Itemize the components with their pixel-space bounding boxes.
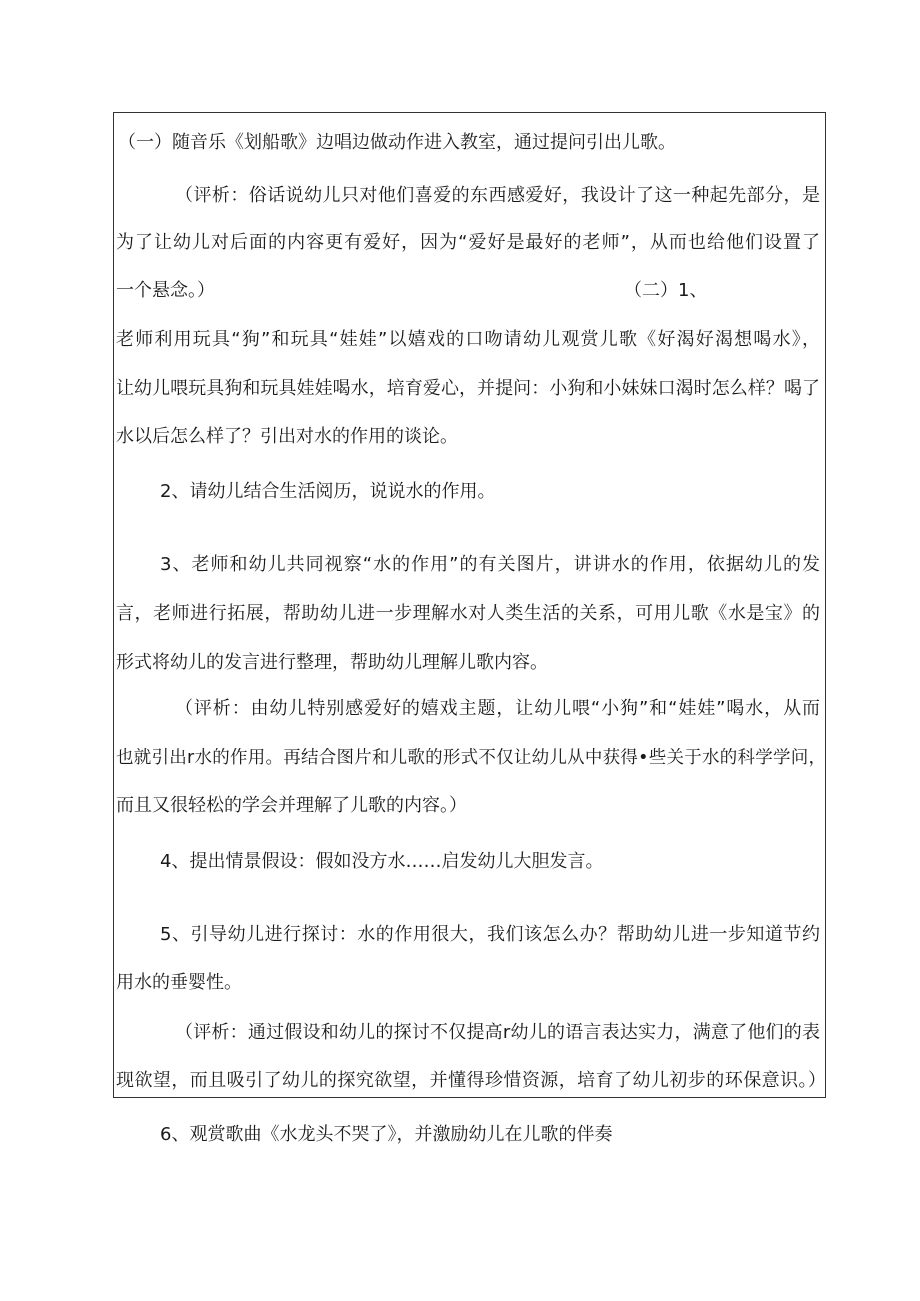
step-5-line-2: 用水的垂婴性。 [116, 972, 242, 993]
step-3-line-2: 言，老师进行拓展，帮助幼儿进一步理解水对人类生活的关系，可用儿歌《水是宝》的 [116, 603, 820, 624]
section-one-heading: （一）随音乐《划船歌》边唱边做动作进入教室，通过提问引出儿歌。 [118, 132, 676, 153]
step-6: 6、观赏歌曲《水龙头不哭了》，并激励幼儿在儿歌的伴奏 [160, 1124, 613, 1145]
step-4: 4、提出情景假设：假如没方水……启发幼儿大胆发言。 [160, 851, 604, 872]
comment-two-line-2: 也就引出r水的作用。再结合图片和儿歌的形式不仅让幼儿从中获得•些关于水的科学学问， [116, 748, 826, 768]
comment-three-line-1: （评析：通过假设和幼儿的探讨不仅提高r幼儿的语言表达实力，满意了他们的表 [175, 1022, 820, 1043]
step-3-line-3: 形式将幼儿的发言进行整理，帮助幼儿理解儿歌内容。 [116, 652, 548, 673]
comment-one-line-3: 一个悬念。） [116, 280, 215, 301]
step-5-line-1: 5、引导幼儿进行探讨：水的作用很大，我们该怎么办？帮助幼儿进一步知道节约 [160, 924, 820, 945]
step-1-line-1: 老师利用玩具“狗”和玩具“娃娃”以嬉戏的口吻请幼儿观赏儿歌《好渴好渴想喝水》， [116, 329, 820, 350]
comment-three-line-2: 现欲望，而且吸引了幼儿的探究欲望，并懂得珍惜资源，培育了幼儿初步的环保意识。） [116, 1070, 826, 1091]
step-1-line-2: 让幼儿喂玩具狗和玩具娃娃喝水，培育爱心，并提问：小狗和小妹妹口渴时怎么样？喝了 [116, 378, 820, 399]
step-3-line-1: 3、老师和幼儿共同视察“水的作用”的有关图片，讲讲水的作用，依据幼儿的发 [160, 554, 820, 575]
comment-two-line-3: 而且又很轻松的学会并理解了儿歌的内容。） [116, 795, 467, 816]
step-2: 2、请幼儿结合生活阅历，说说水的作用。 [160, 481, 496, 502]
comment-one-line-1: （评析：俗话说幼儿只对他们喜爱的东西感爱好，我设计了这一种起先部分，是 [175, 185, 820, 206]
comment-one-line-2: 为了让幼儿对后面的内容更有爱好，因为“爱好是最好的老师”，从而也给他们设置了 [116, 232, 820, 253]
step-1-line-3: 水以后怎么样了？引出对水的作用的谈论。 [116, 426, 458, 447]
section-two-heading: （二）1、 [624, 280, 708, 301]
comment-two-line-1: （评析：由幼儿特别感爱好的嬉戏主题，让幼儿喂“小狗”和“娃娃”喝水，从而 [175, 698, 820, 719]
